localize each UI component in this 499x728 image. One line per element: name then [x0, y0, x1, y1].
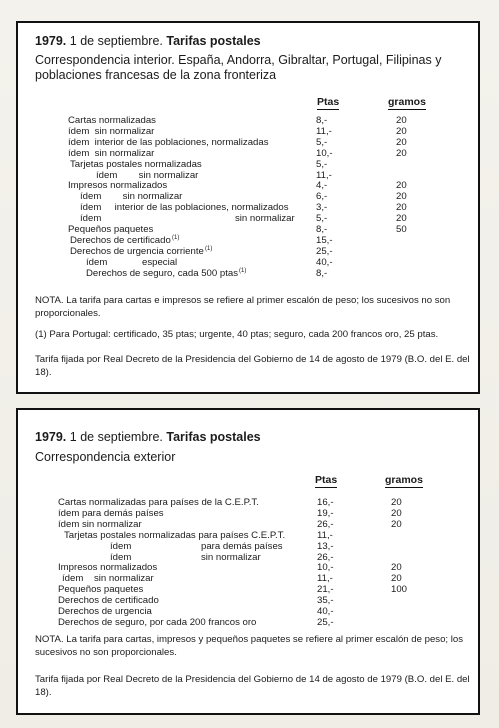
section-title — [35, 430, 261, 444]
row-label: ídem interior de las poblaciones, normalizados — [80, 202, 289, 214]
row-label-continued: sin normalizar — [201, 551, 261, 563]
row-ptas: 19,- — [317, 507, 334, 519]
row-ptas: 8,- — [316, 267, 328, 279]
row-ptas: 40,- — [317, 606, 334, 617]
row-gramos: 20 — [391, 573, 402, 585]
row-gramos: 20 — [391, 518, 402, 530]
section-subtitle: Correspondencia interior. España, Andorra, Gibraltar, Portugal, Filipinas y poblaciones francesas de la zona fronteriza — [35, 53, 442, 82]
row-ptas: 11,- — [316, 125, 332, 137]
row-label: Derechos de urgencia corriente — [70, 245, 204, 257]
row-gramos: 20 — [391, 507, 402, 519]
table-row — [18, 606, 478, 617]
column-header-gramos: gramos — [388, 96, 426, 108]
table-row — [18, 552, 478, 563]
row-label: Derechos de seguro, cada 500 ptas — [86, 267, 239, 279]
row-ptas: 26,- — [317, 551, 334, 563]
row-ptas: 11,- — [316, 169, 332, 181]
row-label: Pequeños paquetes — [58, 584, 144, 596]
row-gramos: 20 — [396, 147, 407, 159]
footnote-marker: (1) — [172, 234, 180, 241]
table-row — [18, 159, 478, 170]
table-row — [18, 224, 478, 235]
decree-text: Tarifa fijada por Real Decreto de la Presidencia del Gobierno de 14 de agosto de 1979 (B.O. del E. del 18). — [35, 674, 470, 698]
row-label: Derechos de urgencia — [58, 606, 152, 617]
row-label: ídem sin normalizar — [68, 147, 155, 159]
row-ptas: 35,- — [317, 595, 334, 607]
row-ptas: 16,- — [317, 497, 334, 508]
row-label: ídem sin normalizar — [62, 573, 154, 585]
tariff-box-exterior — [16, 408, 480, 715]
row-label-continued: sin normalizar — [235, 213, 295, 225]
row-gramos: 20 — [396, 213, 407, 225]
table-row — [18, 137, 478, 148]
footnote-text: (1) Para Portugal: certificado, 35 ptas; urgente, 40 ptas; seguro, cada 200 francos oro, 25 ptas. — [35, 329, 439, 340]
row-gramos: 20 — [396, 180, 407, 192]
title-year: 1979. — [35, 34, 67, 48]
row-ptas: 11,- — [317, 529, 333, 541]
row-label: ídem — [80, 213, 102, 225]
column-header-ptas: Ptas — [317, 96, 340, 108]
title-date: 1 de septiembre. — [69, 430, 163, 444]
row-gramos: 50 — [396, 224, 407, 235]
row-ptas: 5,- — [316, 213, 328, 225]
row-label: Tarjetas postales normalizadas — [70, 158, 202, 170]
row-label-continued: para demás países — [201, 540, 283, 552]
footnote-marker: (1) — [205, 245, 213, 252]
row-label: Pequeños paquetes — [68, 224, 154, 235]
table-row — [18, 235, 478, 246]
row-label: ídem sin normalizar — [80, 191, 183, 203]
row-ptas: 8,- — [316, 115, 328, 126]
row-label: ídem sin normalizar — [96, 169, 199, 181]
table-row — [18, 584, 478, 595]
table-row — [18, 246, 478, 257]
row-ptas: 25,- — [316, 245, 333, 257]
row-label: Derechos de certificado — [58, 595, 159, 607]
title-heading: Tarifas postales — [166, 34, 261, 48]
row-ptas: 25,- — [317, 616, 334, 628]
table-row — [18, 202, 478, 213]
title-year: 1979. — [35, 430, 67, 444]
row-ptas: 6,- — [316, 191, 328, 203]
row-label: Derechos de certificado — [70, 234, 171, 246]
table-row — [18, 115, 478, 126]
decree-text: Tarifa fijada por Real Decreto de la Presidencia del Gobierno de 14 de agosto de 1979 (B.O. del E. del 18). — [35, 354, 470, 378]
row-label: ídem sin normalizar — [68, 125, 155, 137]
table-row — [18, 530, 478, 541]
row-label: ídem interior de las poblaciones, normalizadas — [68, 136, 269, 148]
table-row — [18, 562, 478, 573]
table-row — [18, 617, 478, 628]
row-label: Cartas normalizadas para países de la C.E.P.T. — [58, 497, 259, 508]
table-row — [18, 213, 478, 224]
row-ptas: 13,- — [317, 540, 334, 552]
table-row — [18, 170, 478, 181]
title-heading: Tarifas postales — [166, 430, 261, 444]
row-label: ídem sin normalizar — [58, 518, 142, 530]
row-ptas: 40,- — [316, 256, 333, 268]
row-ptas: 5,- — [316, 136, 328, 148]
row-gramos: 20 — [391, 497, 402, 508]
row-ptas: 11,- — [317, 573, 333, 585]
section-subtitle: Correspondencia exterior — [35, 450, 176, 464]
section-title — [35, 34, 261, 48]
row-ptas: 4,- — [316, 180, 328, 192]
row-ptas: 10,- — [317, 562, 334, 574]
row-gramos: 20 — [396, 136, 407, 148]
table-row — [18, 519, 478, 530]
row-gramos: 20 — [396, 115, 407, 126]
table-row — [18, 497, 478, 508]
column-header-gramos: gramos — [385, 474, 423, 486]
row-label: Impresos normalizados — [68, 180, 168, 192]
table-row — [18, 257, 478, 268]
row-label: Tarjetas postales normalizadas para países C.E.P.T. — [64, 529, 286, 541]
row-label: ídem — [110, 540, 132, 552]
table-row — [18, 595, 478, 606]
row-gramos: 20 — [391, 562, 402, 574]
table-row — [18, 508, 478, 519]
column-header-ptas: Ptas — [315, 474, 338, 486]
row-label: Cartas normalizadas — [68, 115, 156, 126]
table-row — [18, 180, 478, 191]
row-gramos: 100 — [391, 584, 408, 596]
row-label: ídem especial — [86, 256, 178, 268]
row-label: Derechos de seguro, por cada 200 francos oro — [58, 616, 257, 628]
row-ptas: 26,- — [317, 518, 334, 530]
row-ptas: 5,- — [316, 158, 328, 170]
title-date: 1 de septiembre. — [69, 34, 163, 48]
table-row — [18, 268, 478, 279]
row-ptas: 3,- — [316, 202, 328, 214]
table-row — [18, 148, 478, 159]
row-gramos: 20 — [396, 202, 407, 214]
table-row — [18, 126, 478, 137]
nota-text: NOTA. La tarifa para cartas e impresos se refiere al primer escalón de peso; los sucesivos no son proporcionales. — [35, 295, 451, 319]
row-ptas: 10,- — [316, 147, 333, 159]
row-ptas: 8,- — [316, 224, 328, 235]
table-row — [18, 191, 478, 202]
table-row — [18, 541, 478, 552]
nota-text: NOTA. La tarifa para cartas, impresos y pequeños paquetes se refiere al primer escalón de peso; los sucesivos no son proporcionales. — [35, 634, 464, 658]
footnote-marker: (1) — [239, 267, 247, 274]
row-label: ídem — [110, 551, 132, 563]
row-label: Impresos normalizados — [58, 562, 158, 574]
row-label: ídem para demás países — [58, 507, 164, 519]
tariff-box-interior — [16, 21, 480, 394]
row-ptas: 15,- — [316, 234, 333, 246]
table-row — [18, 573, 478, 584]
row-gramos: 20 — [396, 191, 407, 203]
row-ptas: 21,- — [317, 584, 334, 596]
row-gramos: 20 — [396, 125, 407, 137]
